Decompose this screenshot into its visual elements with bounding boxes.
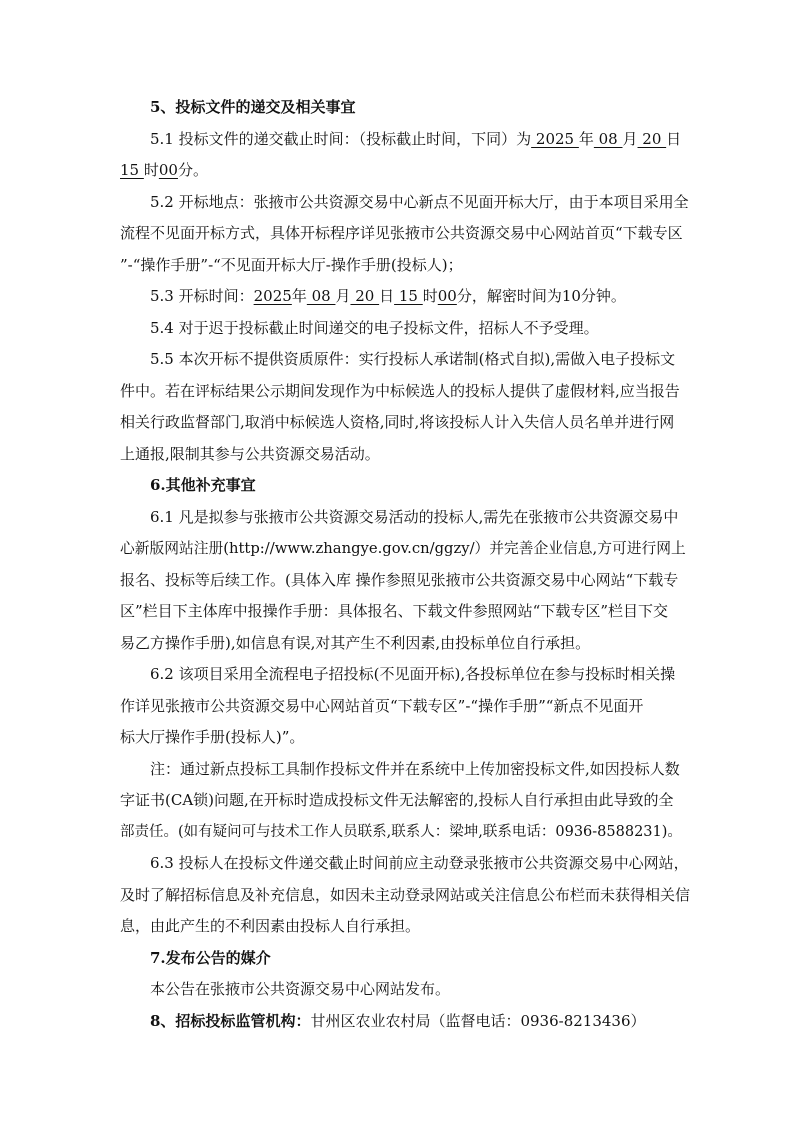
text: 5.3 开标时间：: [150, 287, 254, 305]
text: 日: [379, 287, 395, 305]
month-value: 08: [306, 287, 336, 305]
paragraph-6-1-line-5: 易乙方操作手册),如信息有误,对其产生不利因素,由投标单位自行承担。: [120, 633, 591, 652]
note-line-1: 注：通过新点投标工具制作投标文件并在系统中上传加密投标文件,如因投标人数: [150, 759, 680, 778]
paragraph-6-3-line-1: 6.3 投标人在投标文件递交截止时间前应主动登录张掖市公共资源交易中心网站，: [150, 854, 689, 872]
text: 年: [578, 129, 594, 148]
paragraph-7-1: 本公告在张掖市公共资源交易中心网站发布。: [150, 980, 451, 998]
paragraph-5-5-line-2: 件中。若在评标结果公示期间发现作为中标候选人的投标人提供了虚假材料,应当报告: [120, 381, 680, 400]
day-value: 20: [350, 287, 380, 305]
paragraph-6-1-line-4: 区”栏目下主体库中报操作手册：具体报名、下载文件参照网站“下载专区”栏目下交: [120, 602, 669, 620]
paragraph-6-1-line-1: 6.1 凡是拟参与张掖市公共资源交易活动的投标人,需先在张掖市公共资源交易中: [150, 507, 679, 526]
year-value: 2025: [253, 287, 292, 305]
paragraph-5-1-line-1: [120, 124, 690, 156]
text: 月: [622, 129, 638, 148]
paragraph-5-2-line-1: 5.2 开标地点：张掖市公共资源交易中心新点不见面开标大厅，由于本项目采用全: [150, 192, 689, 211]
minute-value: 00: [158, 161, 178, 179]
text: 时: [422, 287, 438, 305]
paragraph-5-1-line-2: [120, 155, 690, 187]
paragraph-5-2-line-3: ”-“操作手册”-“不见面开标大厅-操作手册(投标人)；: [120, 255, 463, 274]
text: 月: [335, 287, 351, 305]
note-line-3: 部责任。(如有疑问可与技术工作人员联系,联系人：梁坤,联系电话：0936-8588231)。: [120, 823, 682, 840]
paragraph-6-2-line-1: 6.2 该项目采用全流程电子招投标(不见面开标),各投标单位在参与投标时相关操: [150, 665, 676, 683]
text: 分。: [177, 161, 208, 179]
paragraph-5-5-line-4: 上通报,限制其参与公共资源交易活动。: [120, 444, 380, 463]
paragraph-6-1-line-2: 心新版网站注册(http://www.zhangye.gov.cn/ggzy/）并完善企业信息,方可进行网上: [120, 540, 686, 557]
month-value: 08: [593, 129, 623, 148]
paragraph-6-3-line-3: 息，由此产生的不利因素由投标人自行承担。: [120, 917, 421, 935]
note-line-2: 字证书(CA锁)问题,在开标时造成投标文件无法解密的,投标人自行承担由此导致的全: [120, 791, 674, 809]
paragraph-6-2-line-3: 标大厅操作手册(投标人)”。: [120, 728, 305, 746]
paragraph-6-1-line-3: 报名、投标等后续工作。(具体入库 操作参照见张掖市公共资源交易中心网站“下载专: [120, 570, 679, 589]
section-6-heading: 6.其他补充事宜: [150, 476, 256, 494]
text: 年: [291, 287, 307, 305]
minute-value: 00: [437, 287, 457, 305]
year-value: 2025: [531, 129, 579, 148]
section-5-heading: 5、投标文件的递交及相关事宜: [150, 98, 356, 116]
section-8: [120, 1006, 690, 1038]
paragraph-5-4: 5.4 对于迟于投标截止时间递交的电子投标文件，招标人不予受理。: [150, 318, 599, 337]
section-8-heading: 8、招标投标监管机构：: [150, 1011, 311, 1030]
paragraph-6-2-line-2: 作详见张掖市公共资源交易中心网站首页“下载专区”-“操作手册”“新点不见面开: [120, 696, 644, 715]
text: 分，解密时间为10分钟。: [456, 287, 626, 305]
day-value: 20: [637, 129, 667, 148]
hour-value: 15: [394, 287, 423, 305]
text: 5.1 投标文件的递交截止时间：（投标截止时间，下同）为: [150, 129, 532, 148]
section-7-heading: 7.发布公告的媒介: [150, 948, 271, 967]
hour-value: 15: [120, 161, 144, 179]
text: 时: [143, 161, 159, 179]
text: 日: [666, 129, 682, 148]
document-page: [120, 92, 690, 1037]
paragraph-6-3-line-2: 及时了解招标信息及补充信息，如因未主动登录网站或关注信息公布栏而未获得相关信: [120, 885, 691, 904]
paragraph-5-5-line-1: 5.5 本次开标不提供资质原件：实行投标人承诺制(格式自拟),需做入电子投标文: [150, 350, 676, 368]
supervisor-info: 甘州区农业农村局（监督电话：0936-8213436）: [310, 1011, 646, 1030]
paragraph-5-2-line-2: 流程不见面开标方式，具体开标程序详见张掖市公共资源交易中心网站首页“下载专区: [120, 224, 683, 242]
paragraph-5-3: [120, 281, 690, 313]
paragraph-5-5-line-3: 相关行政监督部门,取消中标候选人资格,同时,将该投标人计入失信人员名单并进行网: [120, 413, 675, 431]
